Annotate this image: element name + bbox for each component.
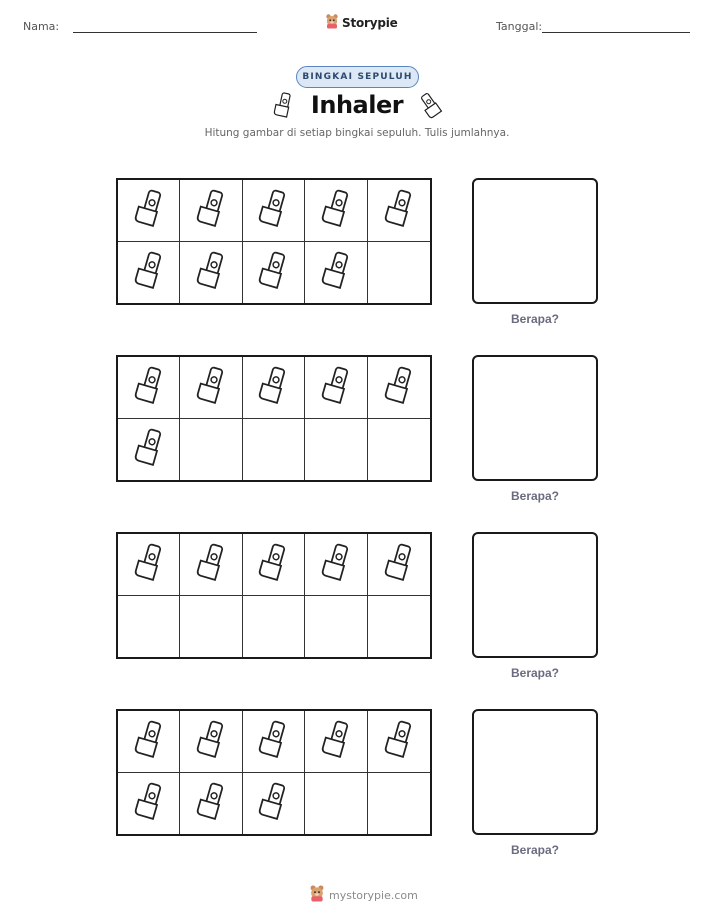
frame-cell [368,357,430,419]
inhaler-icon [134,251,164,293]
inhaler-icon [196,720,226,762]
answer-label: Berapa? [510,312,560,326]
category-badge: BINGKAI SEPULUH [296,66,419,88]
inhaler-icon [196,782,226,824]
date-label: Tanggal: [496,20,543,33]
ten-frame [116,355,432,482]
frame-cell [180,180,242,242]
inhaler-icon [258,189,288,231]
inhaler-icon [134,720,164,762]
frame-cell [305,534,367,596]
frame-cell [243,357,305,419]
frame-cell [118,711,180,773]
frame-cell [118,180,180,242]
frame-cell [368,180,430,242]
inhaler-icon [321,720,351,762]
answer-box[interactable] [472,709,598,835]
frame-cell [368,419,430,481]
frame-cell [305,711,367,773]
frame-cell [305,596,367,658]
frame-cell [305,357,367,419]
frame-cell [243,773,305,835]
inhaler-icon [196,366,226,408]
inhaler-icon [384,189,414,231]
bear-icon [309,884,325,906]
inhaler-icon [258,543,288,585]
inhaler-icon [134,189,164,231]
inhaler-icon [196,251,226,293]
inhaler-icon [384,720,414,762]
instruction-text: Hitung gambar di setiap bingkai sepuluh. Tulis jumlahnya. [204,127,510,139]
answer-box[interactable] [472,355,598,481]
inhaler-icon [418,92,444,122]
inhaler-icon [134,428,164,470]
name-field[interactable] [73,32,257,33]
brand-logo [325,13,398,33]
footer-link[interactable]: mystorypie.com [329,888,418,902]
frame-cell [305,419,367,481]
ten-frame [116,178,432,305]
answer-label: Berapa? [510,666,560,680]
frame-cell [118,773,180,835]
inhaler-icon [134,366,164,408]
frame-cell [180,419,242,481]
frame-cell [368,773,430,835]
frame-cell [118,596,180,658]
inhaler-icon [321,189,351,231]
frame-cell [243,534,305,596]
answer-label: Berapa? [510,489,560,503]
frame-cell [243,711,305,773]
frame-cell [118,357,180,419]
inhaler-icon [321,543,351,585]
frame-cell [180,242,242,304]
frame-cell [368,242,430,304]
ten-frame [116,709,432,836]
frame-cell [243,242,305,304]
frame-cell [180,534,242,596]
brand-name: Storypie [342,16,398,30]
frame-cell [118,419,180,481]
frame-cell [368,596,430,658]
inhaler-icon [384,543,414,585]
inhaler-icon [258,366,288,408]
inhaler-icon [258,720,288,762]
frame-cell [243,180,305,242]
inhaler-icon [272,92,294,122]
answer-box[interactable] [472,178,598,304]
inhaler-icon [384,366,414,408]
frame-cell [243,419,305,481]
inhaler-icon [258,782,288,824]
frame-cell [305,180,367,242]
bear-icon [325,13,339,33]
inhaler-icon [134,543,164,585]
answer-label: Berapa? [510,843,560,857]
frame-cell [243,596,305,658]
name-label: Nama: [23,20,60,33]
frame-cell [368,711,430,773]
frame-cell [180,596,242,658]
inhaler-icon [134,782,164,824]
inhaler-icon [196,189,226,231]
inhaler-icon [196,543,226,585]
frame-cell [118,242,180,304]
inhaler-icon [258,251,288,293]
frame-cell [305,242,367,304]
frame-cell [180,357,242,419]
frame-cell [118,534,180,596]
frame-cell [368,534,430,596]
inhaler-icon [321,251,351,293]
answer-box[interactable] [472,532,598,658]
inhaler-icon [321,366,351,408]
frame-cell [180,711,242,773]
date-field[interactable] [542,32,690,33]
footer [309,884,418,906]
frame-cell [305,773,367,835]
page-title: Inhaler [310,91,404,119]
ten-frame [116,532,432,659]
frame-cell [180,773,242,835]
